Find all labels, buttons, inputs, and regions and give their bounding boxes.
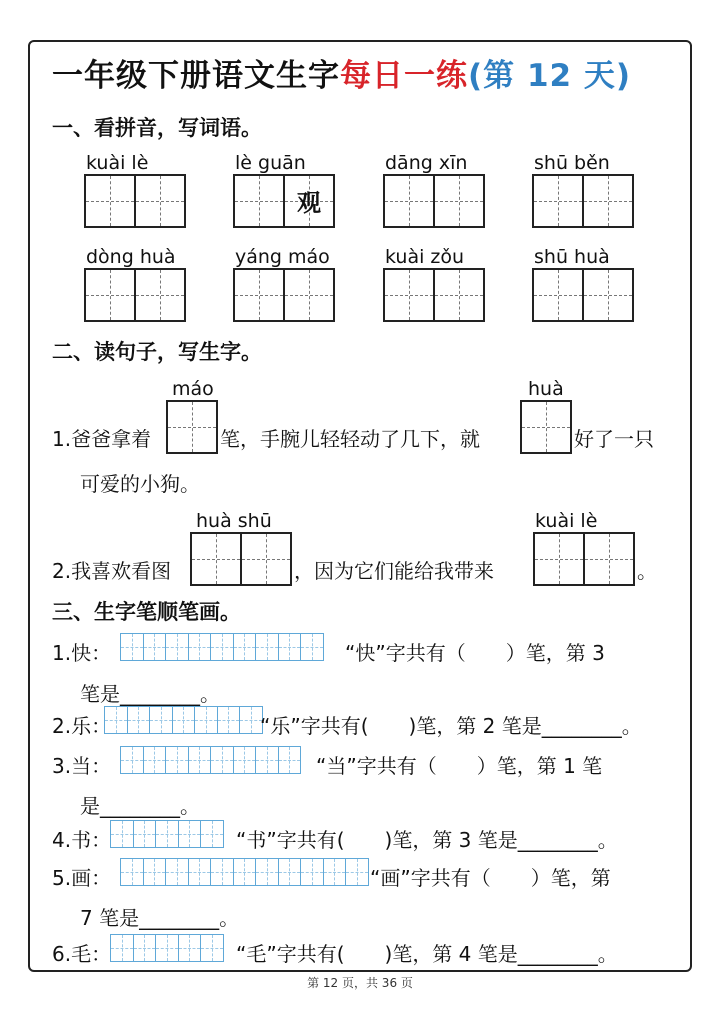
sentence-1-text-b: 笔，手腕儿轻轻动了几下，就 [220,427,480,451]
grid-char: 观 [297,189,321,217]
sentence-1-text-c: 好了一只 [574,427,654,451]
grid-cell[interactable] [585,534,635,584]
stroke-cell[interactable] [234,634,257,660]
grid-cell[interactable] [435,176,485,226]
sentence-1-blank-b[interactable] [520,400,572,454]
grid-cell[interactable] [534,270,584,320]
sentence-1-pinyin-a: máo [172,378,214,400]
stroke-item-1-question-cont: 笔是________。 [80,682,220,706]
stroke-strip-6[interactable] [110,934,224,962]
word-grid[interactable] [532,268,634,322]
stroke-cell[interactable] [121,859,144,885]
stroke-cell[interactable] [211,634,234,660]
grid-cell[interactable] [235,176,285,226]
stroke-cell[interactable] [256,859,279,885]
grid-cell[interactable] [535,534,585,584]
sentence-2-pinyin-b: kuài lè [535,510,598,532]
stroke-cell[interactable] [346,859,369,885]
stroke-cell[interactable] [128,707,151,733]
sentence-1-pinyin-b: huà [528,378,564,400]
page-footer: 第 12 页，共 36 页 [307,976,413,990]
grid-cell[interactable] [235,270,285,320]
stroke-cell[interactable] [166,634,189,660]
sentence-1-text-d: 可爱的小狗。 [80,472,200,496]
stroke-cell[interactable] [144,747,167,773]
grid-cell[interactable] [435,270,485,320]
stroke-cell[interactable] [179,821,202,847]
stroke-cell[interactable] [189,634,212,660]
stroke-strip-1[interactable] [120,633,324,661]
stroke-item-3-label: 3.当： [52,754,112,778]
sentence-2-pinyin-a: huà shū [196,510,272,532]
word-pinyin: kuài lè [86,152,149,174]
word-grid[interactable] [532,174,634,228]
stroke-strip-3[interactable] [120,746,301,774]
stroke-cell[interactable] [111,935,134,961]
stroke-cell[interactable] [279,634,302,660]
stroke-cell[interactable] [256,747,279,773]
stroke-cell[interactable] [144,634,167,660]
sentence-2-text-c: 。 [637,559,657,583]
word-grid[interactable] [84,268,186,322]
page-title [52,50,631,95]
grid-cell[interactable] [192,534,242,584]
stroke-cell[interactable] [166,859,189,885]
grid-cell[interactable] [136,270,186,320]
grid-cell[interactable] [385,176,435,226]
word-pinyin: dāng xīn [385,152,468,174]
section-3-heading: 三、生字笔顺笔画。 [52,600,241,624]
stroke-cell[interactable] [189,747,212,773]
stroke-item-2-label: 2.乐： [52,714,112,738]
stroke-item-4-question: “书”字共有( )笔，第 3 笔是________。 [236,828,618,852]
stroke-strip-2[interactable] [104,706,263,734]
stroke-cell[interactable] [195,707,218,733]
stroke-item-5-question: “画”字共有（ ）笔，第 [370,866,611,890]
stroke-cell[interactable] [279,859,302,885]
word-grid[interactable] [233,268,335,322]
stroke-cell[interactable] [134,935,157,961]
section-2-heading: 二、读句子，写生字。 [52,340,262,364]
word-pinyin: kuài zǒu [385,246,465,268]
grid-cell[interactable] [242,534,292,584]
stroke-cell[interactable] [211,747,234,773]
grid-cell[interactable] [168,402,218,452]
stroke-cell[interactable] [179,935,202,961]
stroke-cell[interactable] [111,821,134,847]
stroke-cell[interactable] [324,859,347,885]
word-pinyin: shū běn [534,152,610,174]
stroke-item-2-question: “乐”字共有( )笔，第 2 笔是________。 [260,714,642,738]
stroke-item-5-label: 5.画： [52,866,112,890]
stroke-cell[interactable] [134,821,157,847]
grid-cell[interactable] [285,176,335,226]
sentence-2-text-b: ，因为它们能给我带来 [294,559,494,583]
stroke-cell[interactable] [201,821,224,847]
grid-cell[interactable] [584,270,634,320]
sentence-2-blank-a[interactable] [190,532,292,586]
title-main: 一年级下册语文生字 [52,58,340,94]
word-pinyin: lè guān [235,152,306,174]
grid-cell[interactable] [522,402,572,452]
stroke-cell[interactable] [256,634,279,660]
stroke-cell[interactable] [218,707,241,733]
word-grid[interactable] [383,268,485,322]
grid-cell[interactable] [86,270,136,320]
word-grid[interactable] [233,174,335,228]
stroke-cell[interactable] [189,859,212,885]
sentence-2-blank-b[interactable] [533,532,635,586]
stroke-item-1-question: “快”字共有（ ）笔，第 3 [345,641,605,665]
word-grid[interactable] [383,174,485,228]
word-pinyin: dòng huà [86,246,176,268]
grid-cell[interactable] [285,270,335,320]
stroke-cell[interactable] [279,747,302,773]
stroke-strip-5[interactable] [120,858,369,886]
stroke-cell[interactable] [121,747,144,773]
section-1-heading: 一、看拼音，写词语。 [52,116,262,140]
stroke-cell[interactable] [301,634,324,660]
stroke-item-3-question-cont: 是________。 [80,794,200,818]
stroke-cell[interactable] [156,935,179,961]
sentence-1-text-a: 1.爸爸拿着 [52,427,152,451]
title-day: (第 12 天) [468,58,632,94]
stroke-cell[interactable] [156,821,179,847]
stroke-cell[interactable] [301,859,324,885]
title-highlight: 每日一练 [340,58,468,94]
stroke-item-1-label: 1.快： [52,641,112,665]
stroke-strip-4[interactable] [110,820,224,848]
stroke-item-3-question: “当”字共有（ ）笔，第 1 笔 [316,754,603,778]
word-pinyin: shū huà [534,246,610,268]
stroke-item-6-label: 6.毛： [52,942,112,966]
stroke-item-4-label: 4.书： [52,828,112,852]
stroke-cell[interactable] [150,707,173,733]
stroke-item-5-question-cont: 7 笔是________。 [80,906,240,930]
stroke-cell[interactable] [234,859,257,885]
sentence-2-text-a: 2.我喜欢看图 [52,559,172,583]
stroke-cell[interactable] [105,707,128,733]
grid-cell[interactable] [534,176,584,226]
stroke-cell[interactable] [166,747,189,773]
stroke-cell[interactable] [234,747,257,773]
grid-cell[interactable] [385,270,435,320]
word-grid[interactable] [84,174,186,228]
stroke-cell[interactable] [211,859,234,885]
stroke-cell[interactable] [144,859,167,885]
grid-cell[interactable] [584,176,634,226]
sentence-1-blank-a[interactable] [166,400,218,454]
stroke-item-6-question: “毛”字共有( )笔，第 4 笔是________。 [236,942,618,966]
word-pinyin: yáng máo [235,246,330,268]
stroke-cell[interactable] [173,707,196,733]
stroke-cell[interactable] [121,634,144,660]
grid-cell[interactable] [86,176,136,226]
grid-cell[interactable] [136,176,186,226]
stroke-cell[interactable] [201,935,224,961]
